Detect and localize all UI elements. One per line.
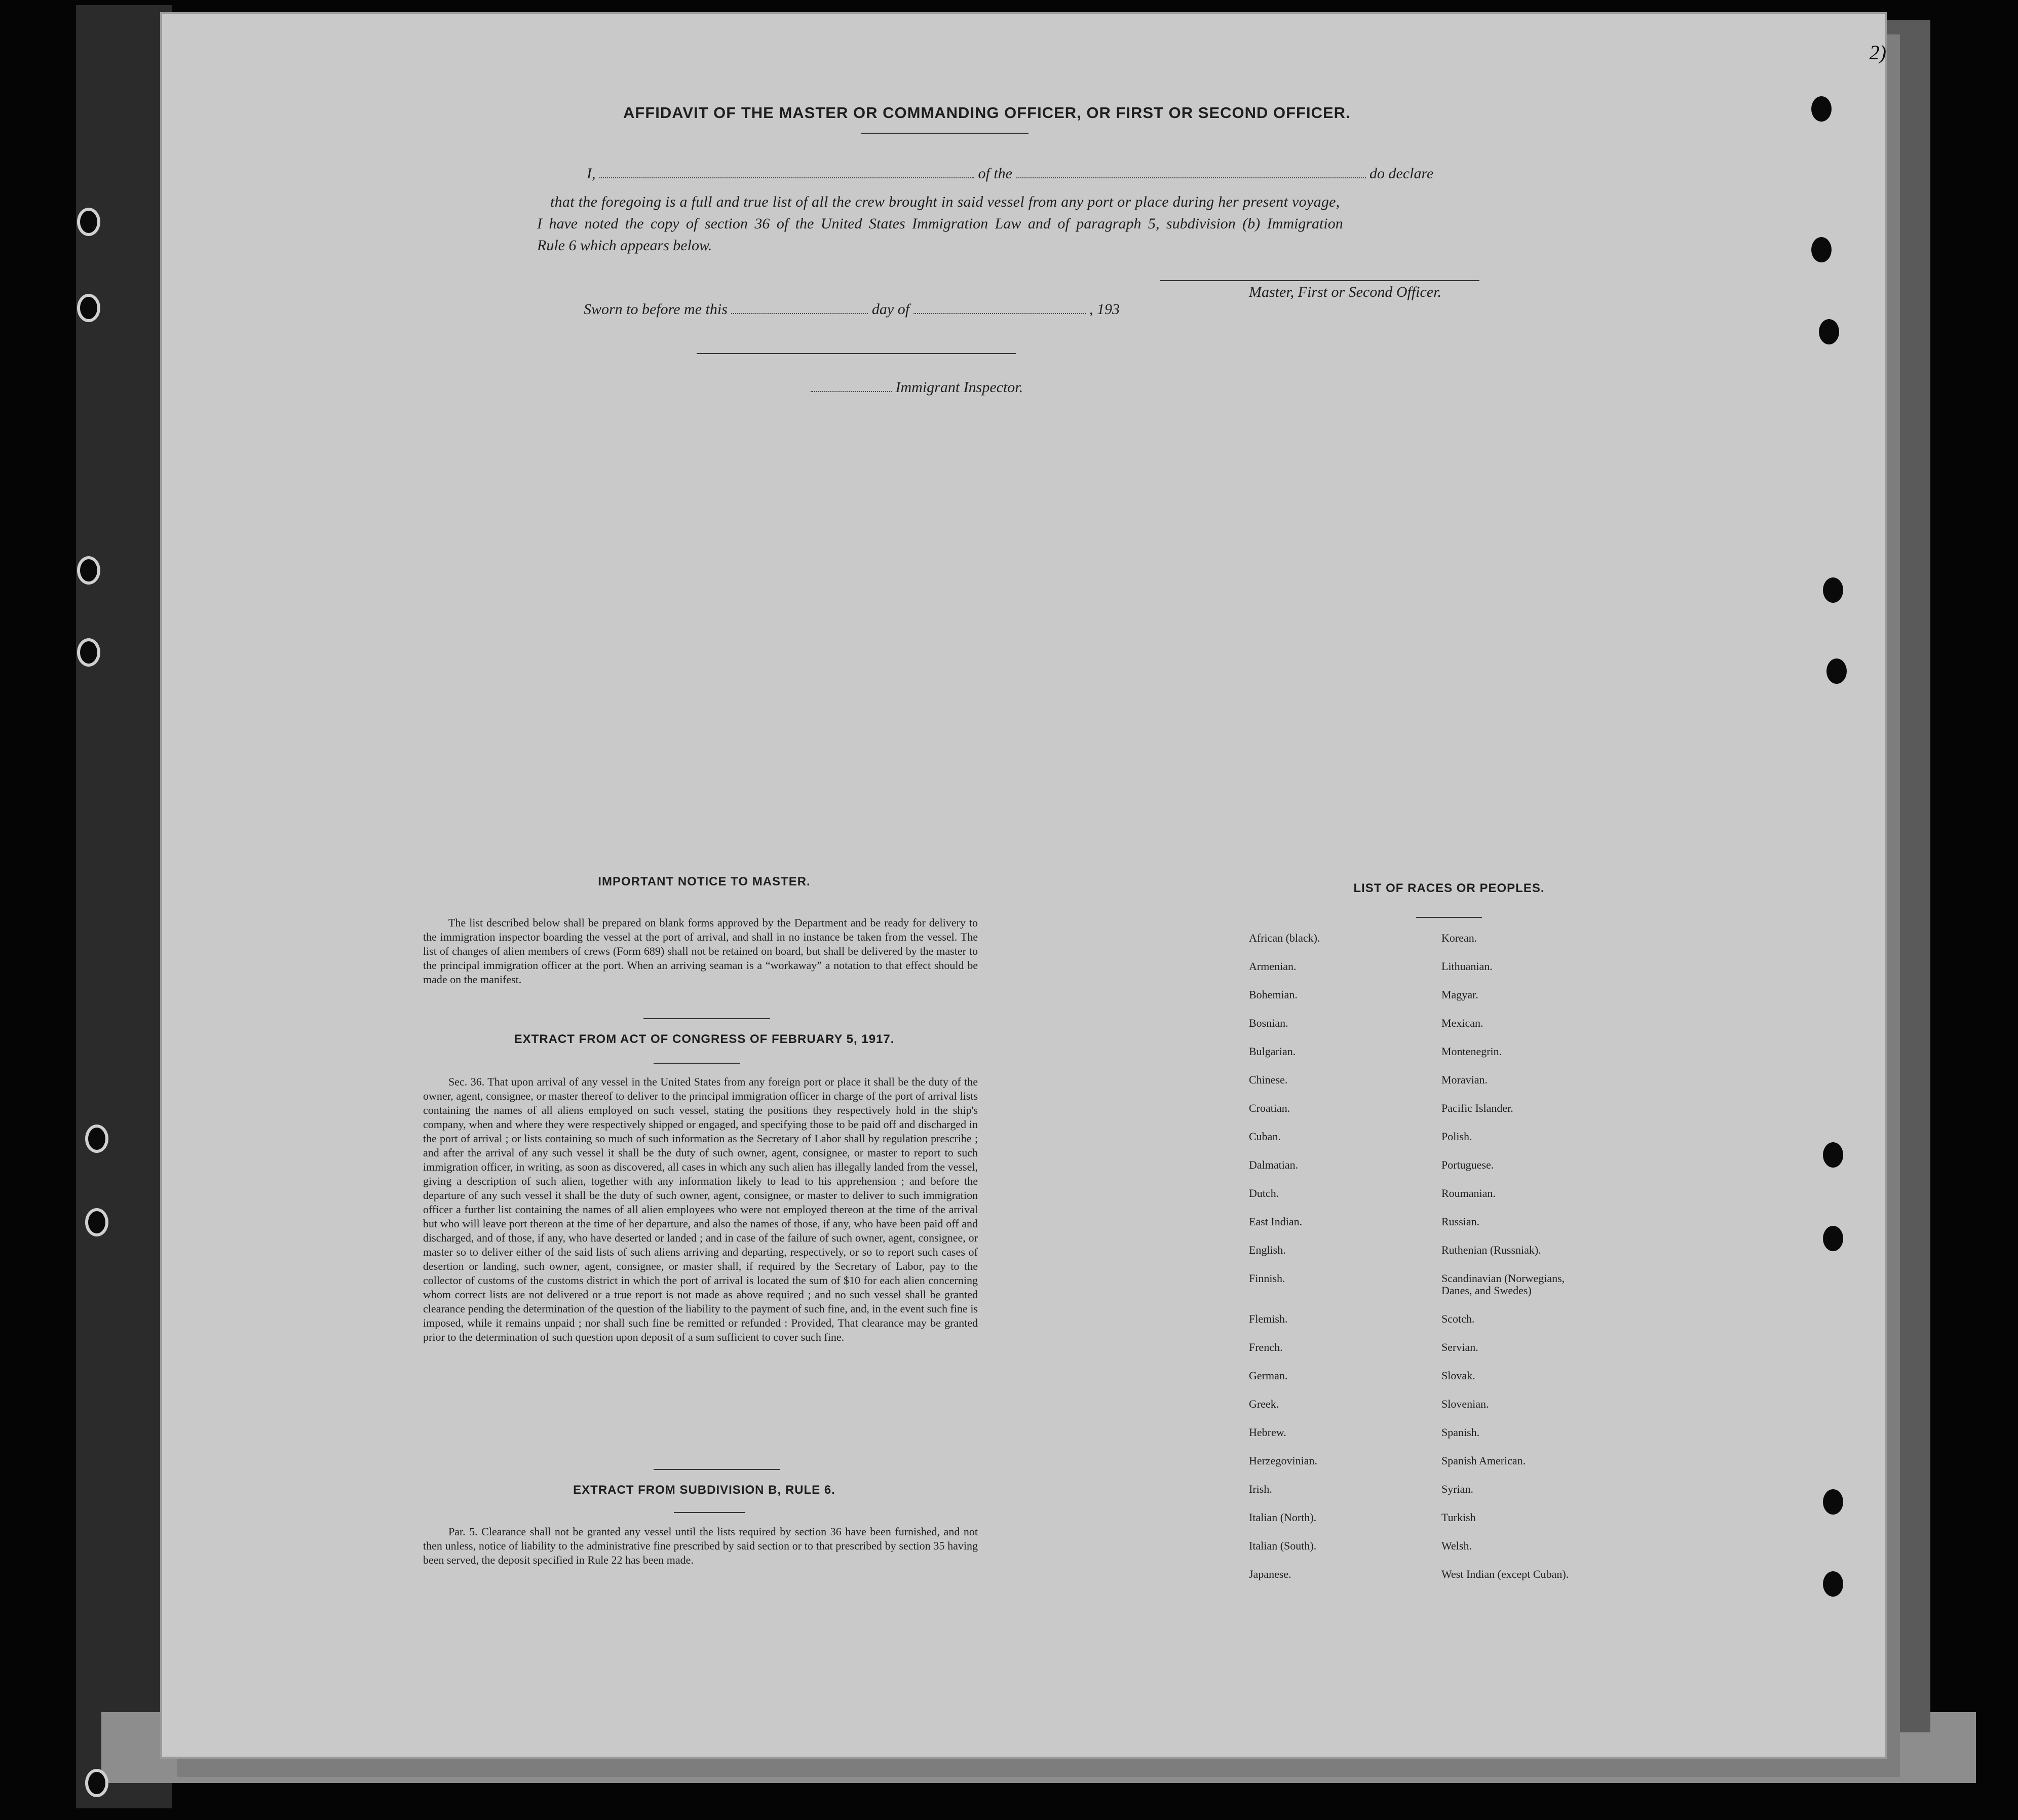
race-row [1249, 1341, 1644, 1370]
race-right: Mexican. [1441, 1017, 1483, 1029]
race-right: Polish. [1441, 1130, 1472, 1143]
extract-act-text: Sec. 36. That upon arrival of any vessel in the United States from any foreign port or place it shall be the duty of the owner, agent, consignee, or master thereof to deliver to the principal immigration officer in charge of the port of arrival lists containing the names of all aliens employed on such vessel, stating the positions they respectively hold in the ship's company, when and where they were respectively shipped or engaged, and specifying those to be paid off and discharged in the port of arrival ; or lists containing so much of such information as the Secretary of Labor shall by regulation prescribe ; and after the arrival of any such vessel it shall be the duty of such owner, agent, consignee, or master to report to such immigration officer, in writing, as soon as discovered, all cases in which any such alien has illegally landed from the vessel, giving a description of such alien, together with any information likely to lead to his apprehension ; and before the departure of any such vessel it shall be the duty of such owner, agent, consignee, or master to deliver to such immigration officer a further list containing the names of all alien employees who were not employed thereon at the time of the arrival but who will leave port thereon at the time of her departure, and also the names of those, if any, who have been paid off and discharged, and of those, if any, who have deserted or landed ; and in case of the failure of such owner, agent, consignee, or master so to deliver either of the said lists of such aliens arriving and departing, respectively, or so to report such cases of desertion or landing, such owner, agent, consignee, or master shall, if required by the Secretary of Labor, pay to the collector of customs of the customs district in which the port of arrival is located the sum of $10 for each alien concerning whom correct lists are not delivered or a true report is not made as above required ; and no such vessel shall be granted clearance pending the determination of the question of the liability to the payment of such fine, and, in the event such fine is imposed, while it remains unpaid ; nor shall such fine be remitted or refunded : Provided, That clearance may be granted prior to the determination of such question upon deposit of a sum sufficient to cover such fine. [423, 1075, 978, 1343]
race-left: Greek. [1249, 1398, 1279, 1410]
sworn-day-of: day of [871, 301, 910, 318]
margin-handwritten-mark: 2) [1869, 41, 1886, 64]
race-left: African (black). [1249, 932, 1320, 944]
sworn-line [584, 301, 1120, 318]
race-right: Russian. [1441, 1215, 1480, 1228]
notice-heading: IMPORTANT NOTICE TO MASTER. [598, 875, 811, 888]
race-right: Syrian. [1441, 1483, 1473, 1495]
race-right: Korean. [1441, 932, 1477, 944]
race-row [1249, 1102, 1644, 1131]
race-row [1249, 1540, 1644, 1568]
race-right: Montenegrin. [1441, 1045, 1502, 1058]
race-left: Finnish. [1249, 1272, 1285, 1285]
race-right: Pacific Islander. [1441, 1102, 1513, 1114]
race-left: Italian (North). [1249, 1511, 1317, 1524]
extract-rule-divider [674, 1512, 745, 1513]
race-left: Croatian. [1249, 1102, 1290, 1114]
race-left: Bulgarian. [1249, 1045, 1296, 1058]
binder-hole-icon [77, 638, 100, 667]
binder-hole-icon [1811, 96, 1832, 122]
races-heading: LIST OF RACES OR PEOPLES. [1353, 881, 1545, 895]
race-right: Scandinavian (Norwegians, Danes, and Swedes) [1441, 1272, 1565, 1297]
binder-hole-icon [1826, 659, 1847, 684]
binder-hole-icon [85, 1769, 108, 1797]
race-left: Herzegovinian. [1249, 1454, 1317, 1467]
race-right: Ruthenian (Russniak). [1441, 1244, 1541, 1256]
race-row [1249, 1017, 1644, 1045]
race-right: Spanish American. [1441, 1454, 1526, 1467]
race-left: Dalmatian. [1249, 1158, 1299, 1171]
race-row [1249, 1398, 1644, 1426]
race-row [1249, 1244, 1644, 1272]
race-left: Japanese. [1249, 1568, 1291, 1580]
binder-hole-icon [77, 208, 100, 236]
race-right: Roumanian. [1441, 1187, 1496, 1199]
race-left: English. [1249, 1244, 1286, 1256]
race-right: Moravian. [1441, 1073, 1488, 1086]
binder-hole-icon [1823, 1489, 1843, 1515]
race-row [1249, 1187, 1644, 1216]
race-row [1249, 1568, 1644, 1597]
binder-hole-icon [77, 294, 100, 322]
race-right: Slovenian. [1441, 1398, 1489, 1410]
race-left: Cuban. [1249, 1130, 1281, 1143]
race-right: Servian. [1441, 1341, 1478, 1353]
affidavit-line-3: I have noted the copy of section 36 of the United States Immigration Law and of paragraph 5, subdivision (b) Immigration [537, 215, 1343, 232]
race-right: Slovak. [1441, 1369, 1475, 1382]
inspector-signature-line[interactable] [697, 353, 1016, 354]
affidavit-line-4: Rule 6 which appears below. [537, 237, 712, 254]
race-left: Bohemian. [1249, 988, 1298, 1001]
race-right: West Indian (except Cuban). [1441, 1568, 1569, 1580]
extract-rule-divider-top [654, 1469, 780, 1470]
notice-divider [643, 1018, 770, 1019]
race-row [1249, 1483, 1644, 1512]
race-row [1249, 1426, 1644, 1455]
race-row [1249, 1370, 1644, 1398]
sworn-year: , 193 [1089, 301, 1120, 318]
race-left: Bosnian. [1249, 1017, 1288, 1029]
binder-hole-icon [1811, 237, 1832, 262]
race-row [1249, 1272, 1644, 1313]
race-row [1249, 1131, 1644, 1159]
races-divider [1416, 917, 1482, 918]
race-row [1249, 1045, 1644, 1074]
page-stack-left [76, 5, 172, 1808]
binder-hole-icon [1823, 1571, 1843, 1597]
inspector-blank[interactable] [811, 386, 892, 392]
race-right: Lithuanian. [1441, 960, 1493, 973]
affidavit-title: AFFIDAVIT OF THE MASTER OR COMMANDING OFFICER, OR FIRST OR SECOND OFFICER. [623, 104, 1351, 122]
inspector-label: Immigrant Inspector. [895, 379, 1023, 396]
race-row [1249, 960, 1644, 989]
race-right: Magyar. [1441, 988, 1478, 1001]
race-row [1249, 1313, 1644, 1341]
race-left: Chinese. [1249, 1073, 1288, 1086]
binder-hole-icon [1823, 1142, 1843, 1168]
binder-hole-icon [85, 1125, 108, 1153]
race-row [1249, 932, 1644, 960]
binder-hole-icon [1823, 1226, 1843, 1251]
title-underline [861, 133, 1029, 134]
race-left: Flemish. [1249, 1312, 1288, 1325]
race-row [1249, 1216, 1644, 1244]
signature-line[interactable] [1160, 280, 1479, 281]
affidavit-i-label: I, [587, 165, 596, 182]
affidavit-do-declare-label: do declare [1369, 165, 1434, 182]
extract-act-divider [654, 1063, 740, 1064]
race-right: Turkish [1441, 1511, 1476, 1524]
race-right: Portuguese. [1441, 1158, 1494, 1171]
binder-hole-icon [1819, 319, 1839, 344]
race-left: French. [1249, 1341, 1283, 1353]
race-row [1249, 1455, 1644, 1483]
notice-text: The list described below shall be prepared on blank forms approved by the Department and be ready for delivery to the immigration inspector boarding the vessel at the port of arrival, and shall in no instance be taken from the vessel. The list of changes of alien members of crews (Form 689) shall not be retained on board, but shall be delivered by the master to the principal immigration officer at the port. When an arriving seaman is a “workaway” a notation to that effect should be made on the manifest. [423, 916, 978, 986]
extract-rule-text: Par. 5. Clearance shall not be granted any vessel until the lists required by section 36 have been furnished, and not then unless, notice of liability to the administrative fine prescribed by said section or to that prescribed by section 35 having been served, the deposit specified in Rule 22 has been made. [423, 1525, 978, 1566]
binder-hole-icon [1823, 577, 1843, 603]
extract-rule-heading: EXTRACT FROM SUBDIVISION B, RULE 6. [573, 1483, 835, 1497]
sworn-month-blank[interactable] [913, 308, 1086, 314]
extract-act-heading: EXTRACT FROM ACT OF CONGRESS OF FEBRUARY 5, 1917. [514, 1032, 895, 1046]
signature-label: Master, First or Second Officer. [1249, 284, 1441, 300]
race-left: East Indian. [1249, 1215, 1303, 1228]
vessel-blank[interactable] [1016, 172, 1366, 178]
binder-hole-icon [85, 1208, 108, 1236]
race-left: German. [1249, 1369, 1288, 1382]
affidavit-line-2: that the foregoing is a full and true list of all the crew brought in said vessel from any port or place during her present voyage, [550, 193, 1340, 210]
race-right: Scotch. [1441, 1312, 1475, 1325]
race-row [1249, 1159, 1644, 1187]
races-table [1249, 932, 1644, 1597]
inspector-line [811, 379, 1023, 396]
sworn-prefix: Sworn to before me this [584, 301, 728, 318]
affidavit-line-1 [587, 165, 1433, 182]
binder-hole-icon [77, 556, 100, 585]
race-left: Irish. [1249, 1483, 1272, 1495]
race-row [1249, 989, 1644, 1017]
race-left: Armenian. [1249, 960, 1297, 973]
affidavit-of-the-label: of the [978, 165, 1012, 182]
race-left: Italian (South). [1249, 1539, 1317, 1552]
sworn-day-blank[interactable] [731, 308, 868, 314]
race-left: Hebrew. [1249, 1426, 1286, 1439]
race-row [1249, 1074, 1644, 1102]
race-row [1249, 1512, 1644, 1540]
race-right: Spanish. [1441, 1426, 1480, 1439]
name-blank[interactable] [599, 172, 974, 178]
race-left: Dutch. [1249, 1187, 1279, 1199]
race-right: Welsh. [1441, 1539, 1472, 1552]
